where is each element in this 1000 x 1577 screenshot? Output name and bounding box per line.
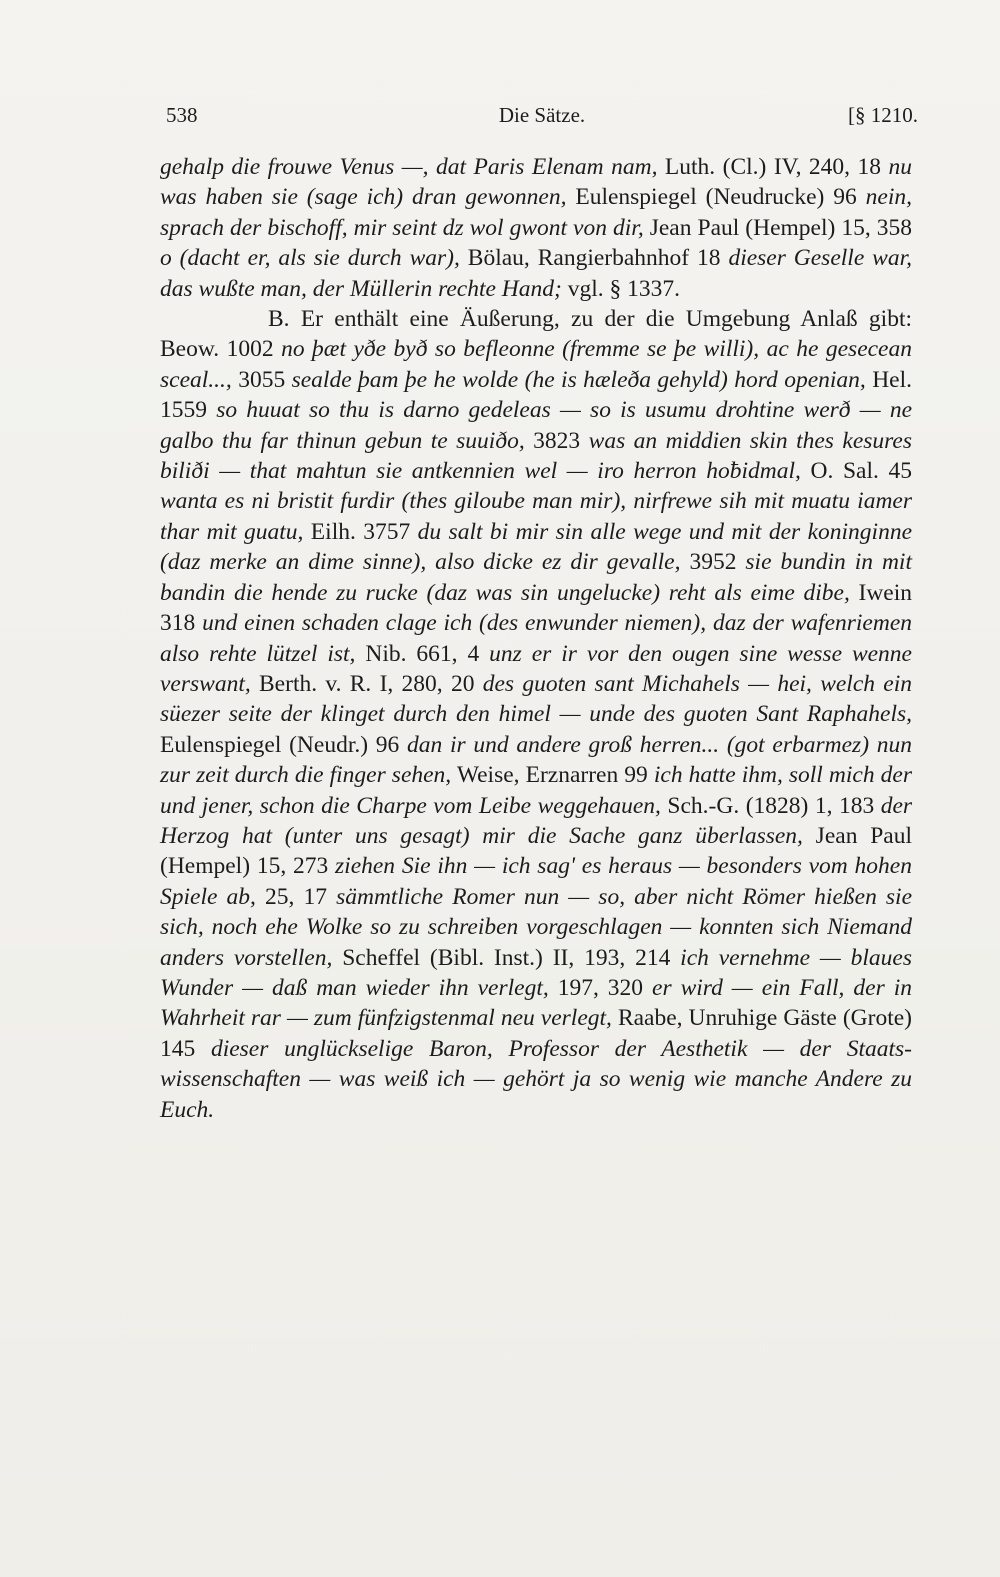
section-reference: [§ 1210. <box>848 103 918 127</box>
citation-text: B. Er enthält eine Äußerung, zu der die Umgebung Anlaß gibt: Beow. 1002 <box>160 306 912 363</box>
quoted-text: unz er ir vor den ougen sine wesse wenne verswant, <box>160 640 912 697</box>
page-number: 538 <box>166 103 198 127</box>
quoted-text: sealde þam þe he wolde (he is hæleða gehyld) hord openian, <box>291 366 866 393</box>
quoted-text: dan ir und andere groß herren... (got erbarmez) nun zur zeit durch die finger sehen, <box>160 731 912 789</box>
quoted-text: was an middien skin thes kesures biliði — that mahtun sie antkennien wel — iro herron hoƀidmal, <box>160 427 913 485</box>
citation-text: Weise, Erznarren 99 <box>451 762 654 789</box>
citation-text: 3055 <box>231 366 292 393</box>
citation-text: 25, 17 <box>255 883 337 910</box>
quoted-text: und einen schaden clage ich (des enwunder niemen), daz der wafenriemen also rehte lützel ist, <box>160 610 913 667</box>
quoted-text: ich hatte ihm, soll mich der und jener, schon die Charpe vom Leibe weggehauen, <box>160 762 912 819</box>
citation-text: Luth. (Cl.) IV, 240, 18 <box>657 154 889 180</box>
quoted-text: ziehen Sie ihn — ich sag' es heraus — besonders vom hohen Spiele ab, <box>160 853 912 910</box>
quoted-text: ich vernehme — blaues Wunder — daß man wieder ihn verlegt, <box>160 944 912 1001</box>
body-text <box>160 152 912 1125</box>
citation-text: Nib. 661, 4 <box>355 640 490 667</box>
citation-text: 3823 <box>524 427 589 454</box>
citation-text: Eulenspiegel (Neudr.) 96 <box>160 731 408 758</box>
quoted-text: nein, sprach der bischoff, mir seint dz wol gwont von dir, <box>160 184 912 241</box>
quoted-text: sie bundin in mit bandin die hende zu rucke (daz was sin ungelucke) reht als eime dibe, <box>160 549 912 606</box>
paragraph-b <box>160 304 912 1125</box>
citation-text: Iwein 318 <box>160 579 913 637</box>
citation-text: Sch.-G. (1828) 1, 183 <box>660 792 881 819</box>
quoted-text: dieser Geselle war, das wußte man, der Müllerin rechte Hand; <box>160 245 912 302</box>
quoted-text: gehalp die frouwe Venus —, dat Paris Elenam nam, <box>160 154 658 180</box>
quoted-text: dieser unglückselige Baron, Professor der Aesthetik — der Staatswissenschaften — was weiß ich — gehört ja so wenig wie manche Andere zu Euch. <box>160 1035 912 1123</box>
quoted-text: wanta es ni bristit furdir (thes giloube man mir), nirfrewe sih mit muatu iamer thar mit guatu, <box>160 488 912 545</box>
quoted-text: sämmtliche Romer nun — so, aber nicht Römer hießen sie sich, noch ehe Wolke so zu schreiben vorgeschlagen — konnten sich Niemand anders vorstellen, <box>160 883 913 971</box>
citation-text: Scheffel (Bibl. Inst.) II, 193, 214 <box>332 944 681 971</box>
quoted-text: des guoten sant Michahels — hei, welch ein süezer seite der klinget durch den himel — unde des guoten Sant Raphahels, <box>160 670 912 728</box>
citation-text: Eulenspiegel (Neudrucke) 96 <box>566 184 866 211</box>
citation-text: Berth. v. R. I, 280, 20 <box>250 670 483 697</box>
citation-text: Eilh. 3757 <box>303 518 418 545</box>
citation-text: O. Sal. 45 <box>800 458 913 485</box>
citation-text: vgl. § 1337. <box>561 275 680 302</box>
quoted-text: du salt bi mir sin alle wege und mit der koninginne (daz merke an dime sinne), also dicke ez dir gevalle, <box>160 518 912 576</box>
quoted-text: nu was haben sie (sage ich) dran gewonnen, <box>160 154 912 211</box>
paragraph-continuation <box>160 152 912 304</box>
quoted-text: er wird — ein Fall, der in Wahrheit rar — zum fünfzigstenmal neu verlegt, <box>160 974 912 1032</box>
quoted-text: o (dacht er, als sie durch war), <box>160 245 460 272</box>
quoted-text: der Herzog hat (unter uns gesagt) mir die Sache ganz überlassen, <box>160 792 913 849</box>
citation-text: Jean Paul (Hempel) 15, 358 <box>643 214 912 241</box>
running-head <box>166 98 918 132</box>
citation-text: Hel. 1559 <box>160 366 913 424</box>
quoted-text: no þæt yðe byð so befleonne (fremme se þe willi), ac he gesecean sceal..., <box>160 336 912 393</box>
citation-text: 197, 320 <box>548 974 653 1001</box>
citation-text: Jean Paul (Hempel) 15, 273 <box>160 822 912 880</box>
citation-text: 3952 <box>680 549 746 576</box>
running-title: Die Sätze. <box>498 103 586 127</box>
citation-text: Raabe, Unruhige Gäste (Grote) 145 <box>160 1005 912 1062</box>
quoted-text: so huuat so thu is darno gedeleas — so is usumu drohtine werð — ne galbo thu far thinun gebun te suuiðo, <box>160 397 912 454</box>
citation-text: Bölau, Rangierbahnhof 18 <box>459 245 729 272</box>
